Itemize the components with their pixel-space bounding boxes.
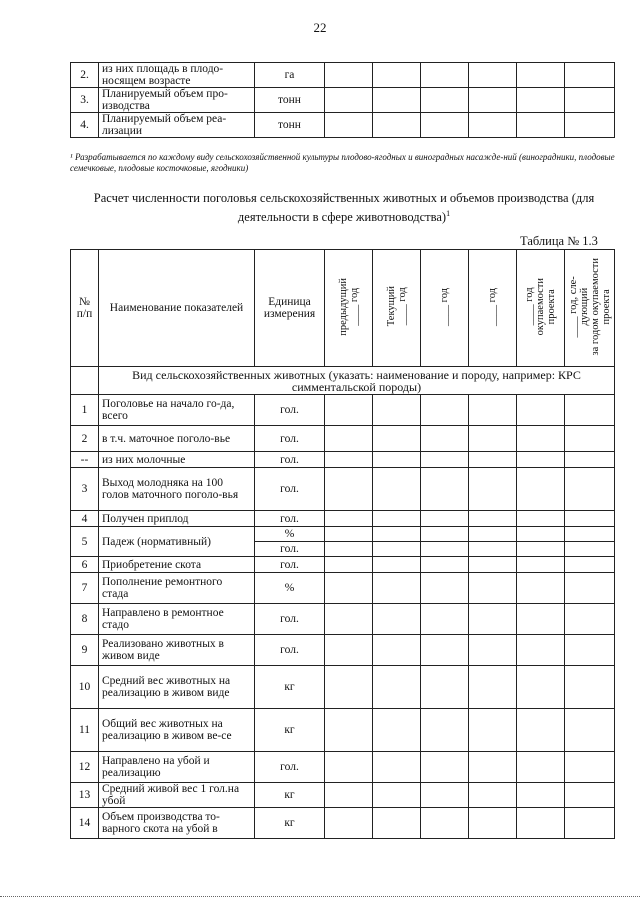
value-cell[interactable] [469,542,517,557]
table-row [71,63,615,88]
value-cell[interactable] [565,557,615,573]
table-row [71,635,615,666]
table-caption: Расчет численности поголовья сельскохозяйственных животных и объемов производства (для деятельности в сфере животноводства)$^1$ [93,191,595,225]
value-cell[interactable] [325,783,373,808]
row-unit: кг [255,709,325,752]
value-cell[interactable] [517,527,565,542]
value-cell[interactable] [325,635,373,666]
value-cell[interactable] [421,666,469,709]
value-cell[interactable] [469,783,517,808]
value-cell[interactable] [373,604,421,635]
header-name: Наименование показателей [99,250,255,367]
row-number: 7 [71,573,99,604]
table-row [71,666,615,709]
value-cell[interactable] [469,709,517,752]
value-cell[interactable] [565,604,615,635]
row-unit: гол. [255,635,325,666]
value-cell[interactable] [373,666,421,709]
value-cell[interactable] [517,666,565,709]
row-number: 1 [71,395,99,426]
value-cell[interactable] [421,88,469,113]
value-cell[interactable] [421,635,469,666]
footnote: ¹ Разрабатывается по каждому виду сельскохозяйственной культуры плодово-ягодных и виноградных насажде-ний (виноградники, плодовые семечковые, плодовые косточковые, ягодники) [70,152,615,173]
value-cell[interactable] [517,783,565,808]
value-cell[interactable] [421,752,469,783]
table-row [71,604,615,635]
row-number: 11 [71,709,99,752]
value-cell[interactable] [469,511,517,527]
value-cell[interactable] [517,557,565,573]
value-cell[interactable] [565,113,615,138]
value-cell[interactable] [421,527,469,542]
value-cell[interactable] [373,573,421,604]
value-cell[interactable] [565,63,615,88]
row-name: Планируемый объем про-изводства [99,88,255,113]
row-name: из них молочные [99,452,255,468]
row-unit: гол. [255,452,325,468]
table-label: Таблица № 1.3 [520,234,598,248]
row-unit: га [255,63,325,88]
row-name: Объем производства то-варного скота на убой в [99,808,255,839]
value-cell[interactable] [469,635,517,666]
value-cell[interactable] [469,63,517,88]
value-cell[interactable] [421,709,469,752]
value-cell[interactable] [565,752,615,783]
value-cell[interactable] [517,63,565,88]
value-cell[interactable] [325,88,373,113]
header-year-4: ____ год [487,287,498,326]
header-num: № п/п [71,250,99,367]
value-cell[interactable] [373,113,421,138]
row-name: Средний вес животных на реализацию в живом виде [99,666,255,709]
value-cell[interactable] [469,527,517,542]
value-cell[interactable] [565,808,615,839]
value-cell[interactable] [517,88,565,113]
row-unit: гол. [255,752,325,783]
value-cell[interactable] [373,63,421,88]
value-cell[interactable] [373,783,421,808]
value-cell[interactable] [421,808,469,839]
value-cell[interactable] [517,426,565,452]
value-cell[interactable] [469,573,517,604]
value-cell[interactable] [325,604,373,635]
header-previous-year: предыдущий ____ год [337,277,360,336]
value-cell[interactable] [325,395,373,426]
value-cell[interactable] [517,542,565,557]
value-cell[interactable] [373,88,421,113]
row-unit: % [255,573,325,604]
value-cell[interactable] [517,709,565,752]
value-cell[interactable] [469,88,517,113]
value-cell[interactable] [325,63,373,88]
row-name: Направлено в ремонтное стадо [99,604,255,635]
value-cell[interactable] [517,573,565,604]
row-number: 14 [71,808,99,839]
value-cell[interactable] [565,452,615,468]
page-edge-rule [0,896,640,897]
row-name: Пополнение ремонтного стада [99,573,255,604]
row-unit: кг [255,783,325,808]
value-cell[interactable] [373,542,421,557]
value-cell[interactable] [469,452,517,468]
value-cell[interactable] [325,511,373,527]
value-cell[interactable] [373,468,421,511]
crop-table-continuation [70,62,615,138]
table-row [71,752,615,783]
row-number: 6 [71,557,99,573]
row-number: 2 [71,426,99,452]
row-name: Получен приплод [99,511,255,527]
value-cell[interactable] [373,527,421,542]
value-cell[interactable] [565,709,615,752]
page-number: 22 [313,20,327,35]
table-row [71,557,615,573]
value-cell[interactable] [325,113,373,138]
header-unit: Единица измерения [255,250,325,367]
value-cell[interactable] [373,511,421,527]
value-cell[interactable] [517,113,565,138]
row-unit: гол. [255,426,325,452]
table-row [71,511,615,527]
value-cell[interactable] [325,452,373,468]
value-cell[interactable] [565,511,615,527]
row-name: Общий вес животных на реализацию в живом ве-се [99,709,255,752]
section-row [71,367,615,395]
row-unit: % [255,527,325,542]
value-cell[interactable] [421,468,469,511]
value-cell[interactable] [517,452,565,468]
table-row [71,113,615,138]
row-name: Средний живой вес 1 гол.на убой [99,783,255,808]
row-unit: гол. [255,511,325,527]
value-cell[interactable] [565,88,615,113]
value-cell[interactable] [325,557,373,573]
row-number: -- [71,452,99,468]
value-cell[interactable] [421,395,469,426]
value-cell[interactable] [373,808,421,839]
value-cell[interactable] [469,604,517,635]
header-year-3: ____ год [439,287,450,326]
value-cell[interactable] [421,604,469,635]
row-number: 8 [71,604,99,635]
value-cell[interactable] [469,468,517,511]
value-cell[interactable] [517,635,565,666]
value-cell[interactable] [421,426,469,452]
value-cell[interactable] [517,468,565,511]
row-name: в т.ч. маточное поголо-вье [99,426,255,452]
row-unit-secondary: гол. [255,542,325,557]
value-cell[interactable] [565,542,615,557]
table-row [71,808,615,839]
value-cell[interactable] [373,752,421,783]
header-payback-year: ____ год окупаемости проекта [524,277,557,336]
header-after-payback-year: ____ год, сле- дующий за годом окупаемости проекта [568,257,612,356]
table-row [71,452,615,468]
value-cell[interactable] [373,395,421,426]
value-cell[interactable] [517,752,565,783]
value-cell[interactable] [565,783,615,808]
value-cell[interactable] [325,542,373,557]
value-cell[interactable] [325,752,373,783]
value-cell[interactable] [469,666,517,709]
value-cell[interactable] [565,395,615,426]
value-cell[interactable] [517,604,565,635]
value-cell[interactable] [469,395,517,426]
row-name: Планируемый объем реа-лизации [99,113,255,138]
value-cell[interactable] [565,426,615,452]
row-number: 4 [71,511,99,527]
value-cell[interactable] [517,511,565,527]
value-cell[interactable] [421,113,469,138]
value-cell[interactable] [469,426,517,452]
value-cell[interactable] [373,557,421,573]
row-name: из них площадь в плодо-носящем возрасте [99,63,255,88]
value-cell[interactable] [325,666,373,709]
livestock-table [70,249,615,839]
value-cell[interactable] [325,709,373,752]
row-name: Реализовано животных в живом виде [99,635,255,666]
row-number: 5 [71,527,99,557]
value-cell[interactable] [373,635,421,666]
value-cell[interactable] [421,542,469,557]
table-row [71,426,615,452]
value-cell[interactable] [565,635,615,666]
table-row [71,395,615,426]
row-name: Выход молодняка на 100 голов маточного поголо-вья [99,468,255,511]
header-current-year: Текущий ____ год [385,286,408,327]
value-cell[interactable] [517,395,565,426]
value-cell[interactable] [421,573,469,604]
row-unit: гол. [255,604,325,635]
row-unit: кг [255,666,325,709]
table-row [71,88,615,113]
row-number: 2. [71,63,99,88]
row-name: Падеж (нормативный) [99,527,255,557]
row-name: Направлено на убой и реализацию [99,752,255,783]
value-cell[interactable] [373,709,421,752]
value-cell[interactable] [565,573,615,604]
value-cell[interactable] [325,468,373,511]
value-cell[interactable] [421,63,469,88]
value-cell[interactable] [421,452,469,468]
value-cell[interactable] [565,468,615,511]
value-cell[interactable] [325,527,373,542]
value-cell[interactable] [325,808,373,839]
row-number: 4. [71,113,99,138]
value-cell[interactable] [421,783,469,808]
value-cell[interactable] [469,808,517,839]
table-header-row [71,250,615,367]
table-row [71,573,615,604]
value-cell[interactable] [421,557,469,573]
section-title: Вид сельскохозяйственных животных (указать: наименование и породу, например: КРС симментальской породы) [99,367,615,395]
table-row [71,468,615,511]
value-cell[interactable] [565,527,615,542]
row-unit: гол. [255,395,325,426]
table-row [71,527,615,542]
row-unit: тонн [255,113,325,138]
value-cell[interactable] [517,808,565,839]
value-cell[interactable] [373,452,421,468]
row-number: 10 [71,666,99,709]
table-row [71,783,615,808]
row-name: Приобретение скота [99,557,255,573]
row-name: Поголовье на начало го-да, всего [99,395,255,426]
value-cell[interactable] [325,426,373,452]
value-cell[interactable] [565,666,615,709]
value-cell[interactable] [325,573,373,604]
row-unit: гол. [255,468,325,511]
row-number: 12 [71,752,99,783]
row-number: 3. [71,88,99,113]
row-number: 13 [71,783,99,808]
row-number: 3 [71,468,99,511]
row-unit: тонн [255,88,325,113]
row-unit: гол. [255,557,325,573]
table-row [71,709,615,752]
row-unit: кг [255,808,325,839]
row-number: 9 [71,635,99,666]
value-cell[interactable] [421,511,469,527]
value-cell[interactable] [469,752,517,783]
value-cell[interactable] [469,557,517,573]
value-cell[interactable] [469,113,517,138]
value-cell[interactable] [373,426,421,452]
